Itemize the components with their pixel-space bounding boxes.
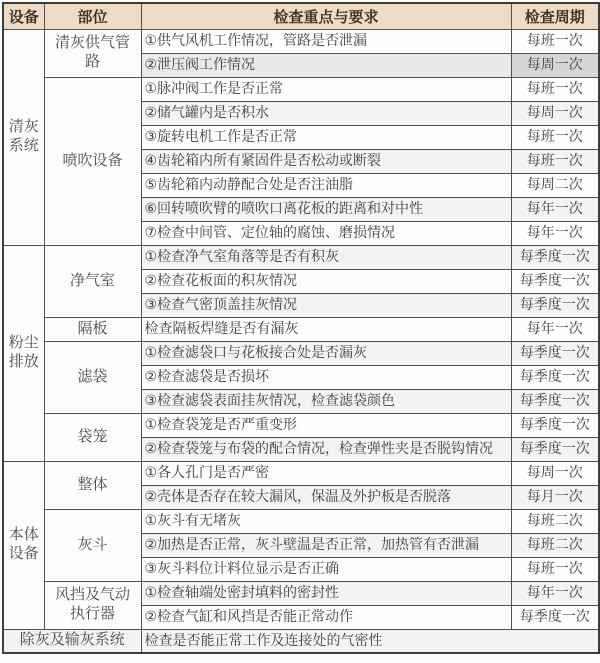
period-cell: 每季度一次 <box>511 605 599 629</box>
inspection-item-cell: ①检查净气室角落等是否有积灰 <box>141 245 511 269</box>
period-cell: 每季度一次 <box>511 437 599 461</box>
period-cell: 每班二次 <box>511 533 599 557</box>
inspection-table-body <box>3 29 599 629</box>
inspection-table <box>2 2 600 654</box>
inspection-item-cell: ①各人孔门是否严密 <box>141 461 511 485</box>
column-header-period: 检查周期 <box>511 3 599 29</box>
footer-inspection-cell: 检查是否能正常工作及连接处的气密性 <box>141 629 599 653</box>
inspection-item-cell: ①脉冲阀工作是否正常 <box>141 77 511 101</box>
inspection-item-cell: ②检查花板面的积灰情况 <box>141 269 511 293</box>
period-cell: 每班二次 <box>511 509 599 533</box>
inspection-item-cell: ①检查轴端处密封填料的密封性 <box>141 581 511 605</box>
period-cell: 每年一次 <box>511 221 599 245</box>
column-header-inspection: 检查重点与要求 <box>141 3 511 29</box>
period-cell: 每月一次 <box>511 485 599 509</box>
period-cell: 每班一次 <box>511 125 599 149</box>
header-row <box>3 3 599 29</box>
inspection-item-cell: ⑥回转喷吹臂的喷吹口离花板的距离和对中性 <box>141 197 511 221</box>
part-cell: 隔板 <box>44 317 141 341</box>
table-row <box>3 245 599 269</box>
inspection-item-cell: ②泄压阀工作情况 <box>141 53 511 77</box>
table-row <box>3 341 599 365</box>
period-cell: 每周一次 <box>511 461 599 485</box>
period-cell: 每季度一次 <box>511 293 599 317</box>
footer-system-cell: 除灰及输灰系统 <box>3 629 141 653</box>
table-row <box>3 29 599 53</box>
inspection-item-cell: ①检查滤袋口与花板接合处是否漏灰 <box>141 341 511 365</box>
period-cell: 每周二次 <box>511 173 599 197</box>
inspection-item-cell: ②加热是否正常，灰斗壁温是否正常，加热管有否泄漏 <box>141 533 511 557</box>
inspection-item-cell: ①检查袋笼是否严重变形 <box>141 413 511 437</box>
period-cell: 每班一次 <box>511 557 599 581</box>
inspection-item-cell: ③检查滤袋表面挂灰情况，检查滤袋颜色 <box>141 389 511 413</box>
table-row <box>3 581 599 605</box>
period-cell: 每季度一次 <box>511 269 599 293</box>
footer-row <box>3 629 599 653</box>
inspection-item-cell: ③检查气密顶盖挂灰情况 <box>141 293 511 317</box>
table-row <box>3 317 599 341</box>
period-cell: 每班一次 <box>511 29 599 53</box>
equipment-cell: 本体设备 <box>3 461 44 629</box>
inspection-table-footer <box>3 629 599 653</box>
part-cell: 净气室 <box>44 245 141 317</box>
column-header-equipment: 设备 <box>3 3 44 29</box>
table-row <box>3 509 599 533</box>
inspection-item-cell: ③灰斗料位计料位显示是否正确 <box>141 557 511 581</box>
part-cell: 袋笼 <box>44 413 141 461</box>
inspection-item-cell: ①灰斗有无堵灰 <box>141 509 511 533</box>
table-row <box>3 413 599 437</box>
inspection-item-cell: ②检查气缸和风挡是否能正常动作 <box>141 605 511 629</box>
inspection-item-cell: ②壳体是否存在较大漏风，保温及外护板是否脱落 <box>141 485 511 509</box>
inspection-item-cell: ⑤齿轮箱内动静配合处是否注油脂 <box>141 173 511 197</box>
period-cell: 每周一次 <box>511 53 599 77</box>
part-cell: 滤袋 <box>44 341 141 413</box>
part-cell: 喷吹设备 <box>44 77 141 245</box>
part-cell: 风挡及气动执行器 <box>44 581 141 629</box>
table-header <box>3 3 599 29</box>
inspection-item-cell: ③旋转电机工作是否正常 <box>141 125 511 149</box>
period-cell: 每季度一次 <box>511 413 599 437</box>
period-cell: 每班一次 <box>511 77 599 101</box>
part-cell: 灰斗 <box>44 509 141 581</box>
part-cell: 清灰供气管路 <box>44 29 141 77</box>
table-row <box>3 461 599 485</box>
period-cell: 每季度一次 <box>511 245 599 269</box>
inspection-item-cell: ②检查滤袋是否损坏 <box>141 365 511 389</box>
column-header-part: 部位 <box>44 3 141 29</box>
period-cell: 每班一次 <box>511 149 599 173</box>
equipment-cell: 清灰系统 <box>3 29 44 245</box>
inspection-item-cell: 检查隔板焊缝是否有漏灰 <box>141 317 511 341</box>
period-cell: 每年一次 <box>511 317 599 341</box>
period-cell: 每季度一次 <box>511 365 599 389</box>
inspection-item-cell: ⑦检查中间管、定位轴的腐蚀、磨损情况 <box>141 221 511 245</box>
period-cell: 每周一次 <box>511 101 599 125</box>
inspection-item-cell: ①供气风机工作情况，管路是否泄漏 <box>141 29 511 53</box>
period-cell: 每季度一次 <box>511 341 599 365</box>
period-cell: 每季度一次 <box>511 389 599 413</box>
part-cell: 整体 <box>44 461 141 509</box>
period-cell: 每年一次 <box>511 197 599 221</box>
equipment-cell: 粉尘排放 <box>3 245 44 461</box>
table-row <box>3 77 599 101</box>
period-cell: 每年一次 <box>511 581 599 605</box>
inspection-item-cell: ②检查袋笼与布袋的配合情况，检查弹性夹是否脱钩情况 <box>141 437 511 461</box>
inspection-item-cell: ④齿轮箱内所有紧固件是否松动或断裂 <box>141 149 511 173</box>
inspection-item-cell: ②储气罐内是否积水 <box>141 101 511 125</box>
